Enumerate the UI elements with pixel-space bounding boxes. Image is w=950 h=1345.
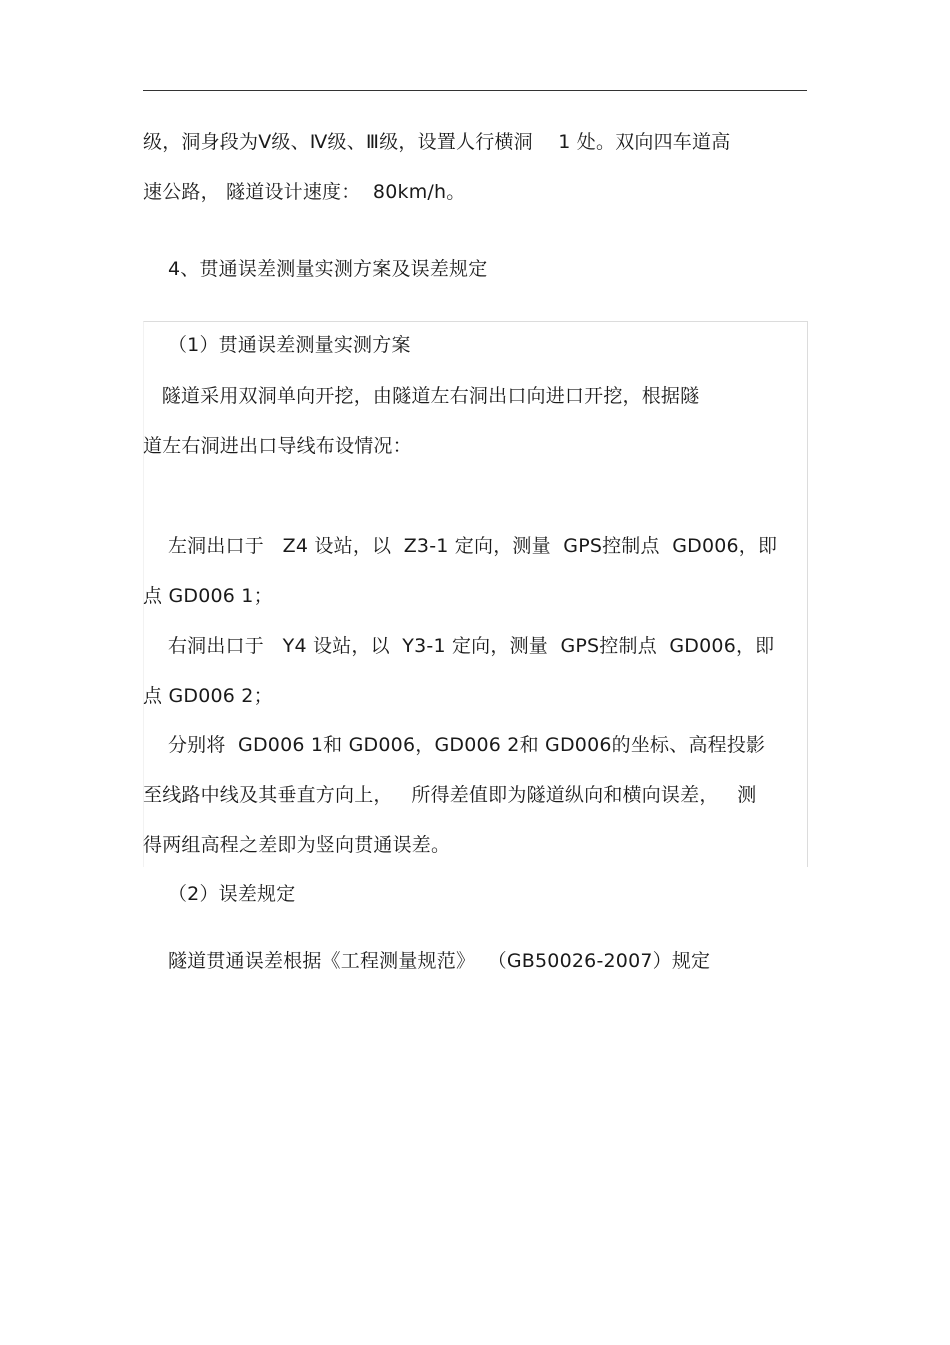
text-line-4: 道左右洞进出口导线布设情况： bbox=[143, 435, 412, 457]
text-line-6: 点 GD006 1； bbox=[143, 585, 273, 607]
text-line-11: 得两组高程之差即为竖向贯通误差。 bbox=[143, 834, 451, 856]
text-line-12: 隧道贯通误差根据《工程测量规范》 （GB50026-2007）规定 bbox=[143, 950, 711, 972]
text-line-3: 隧道采用双洞单向开挖，由隧道左右洞出口向进口开挖，根据隧 bbox=[143, 385, 700, 407]
text-line-8: 点 GD006 2； bbox=[143, 685, 273, 707]
subheading-2: （2）误差规定 bbox=[143, 883, 296, 905]
text-line-5: 左洞出口于 Z4 设站，以 Z3-1 定向，测量 GPS控制点 GD006，即 bbox=[143, 535, 778, 557]
text-line-10: 至线路中线及其垂直方向上， 所得差值即为隧道纵向和横向误差， 测 bbox=[143, 784, 757, 806]
text-line-9: 分别将 GD006 1和 GD006，GD006 2和 GD006的坐标、高程投影 bbox=[143, 734, 766, 756]
subheading-1: （1）贯通误差测量实测方案 bbox=[143, 334, 411, 356]
text-line-2: 速公路， 隧道设计速度： 80km/h。 bbox=[143, 181, 466, 203]
text-line-7: 右洞出口于 Y4 设站，以 Y3-1 定向，测量 GPS控制点 GD006，即 bbox=[143, 635, 775, 657]
text-line-1: 级，洞身段为Ⅴ级、Ⅳ级、Ⅲ级，设置人行横洞 1 处。双向四车道高 bbox=[143, 131, 731, 153]
header-rule bbox=[143, 90, 807, 91]
section-heading-4: 4、贯通误差测量实测方案及误差规定 bbox=[143, 258, 488, 280]
